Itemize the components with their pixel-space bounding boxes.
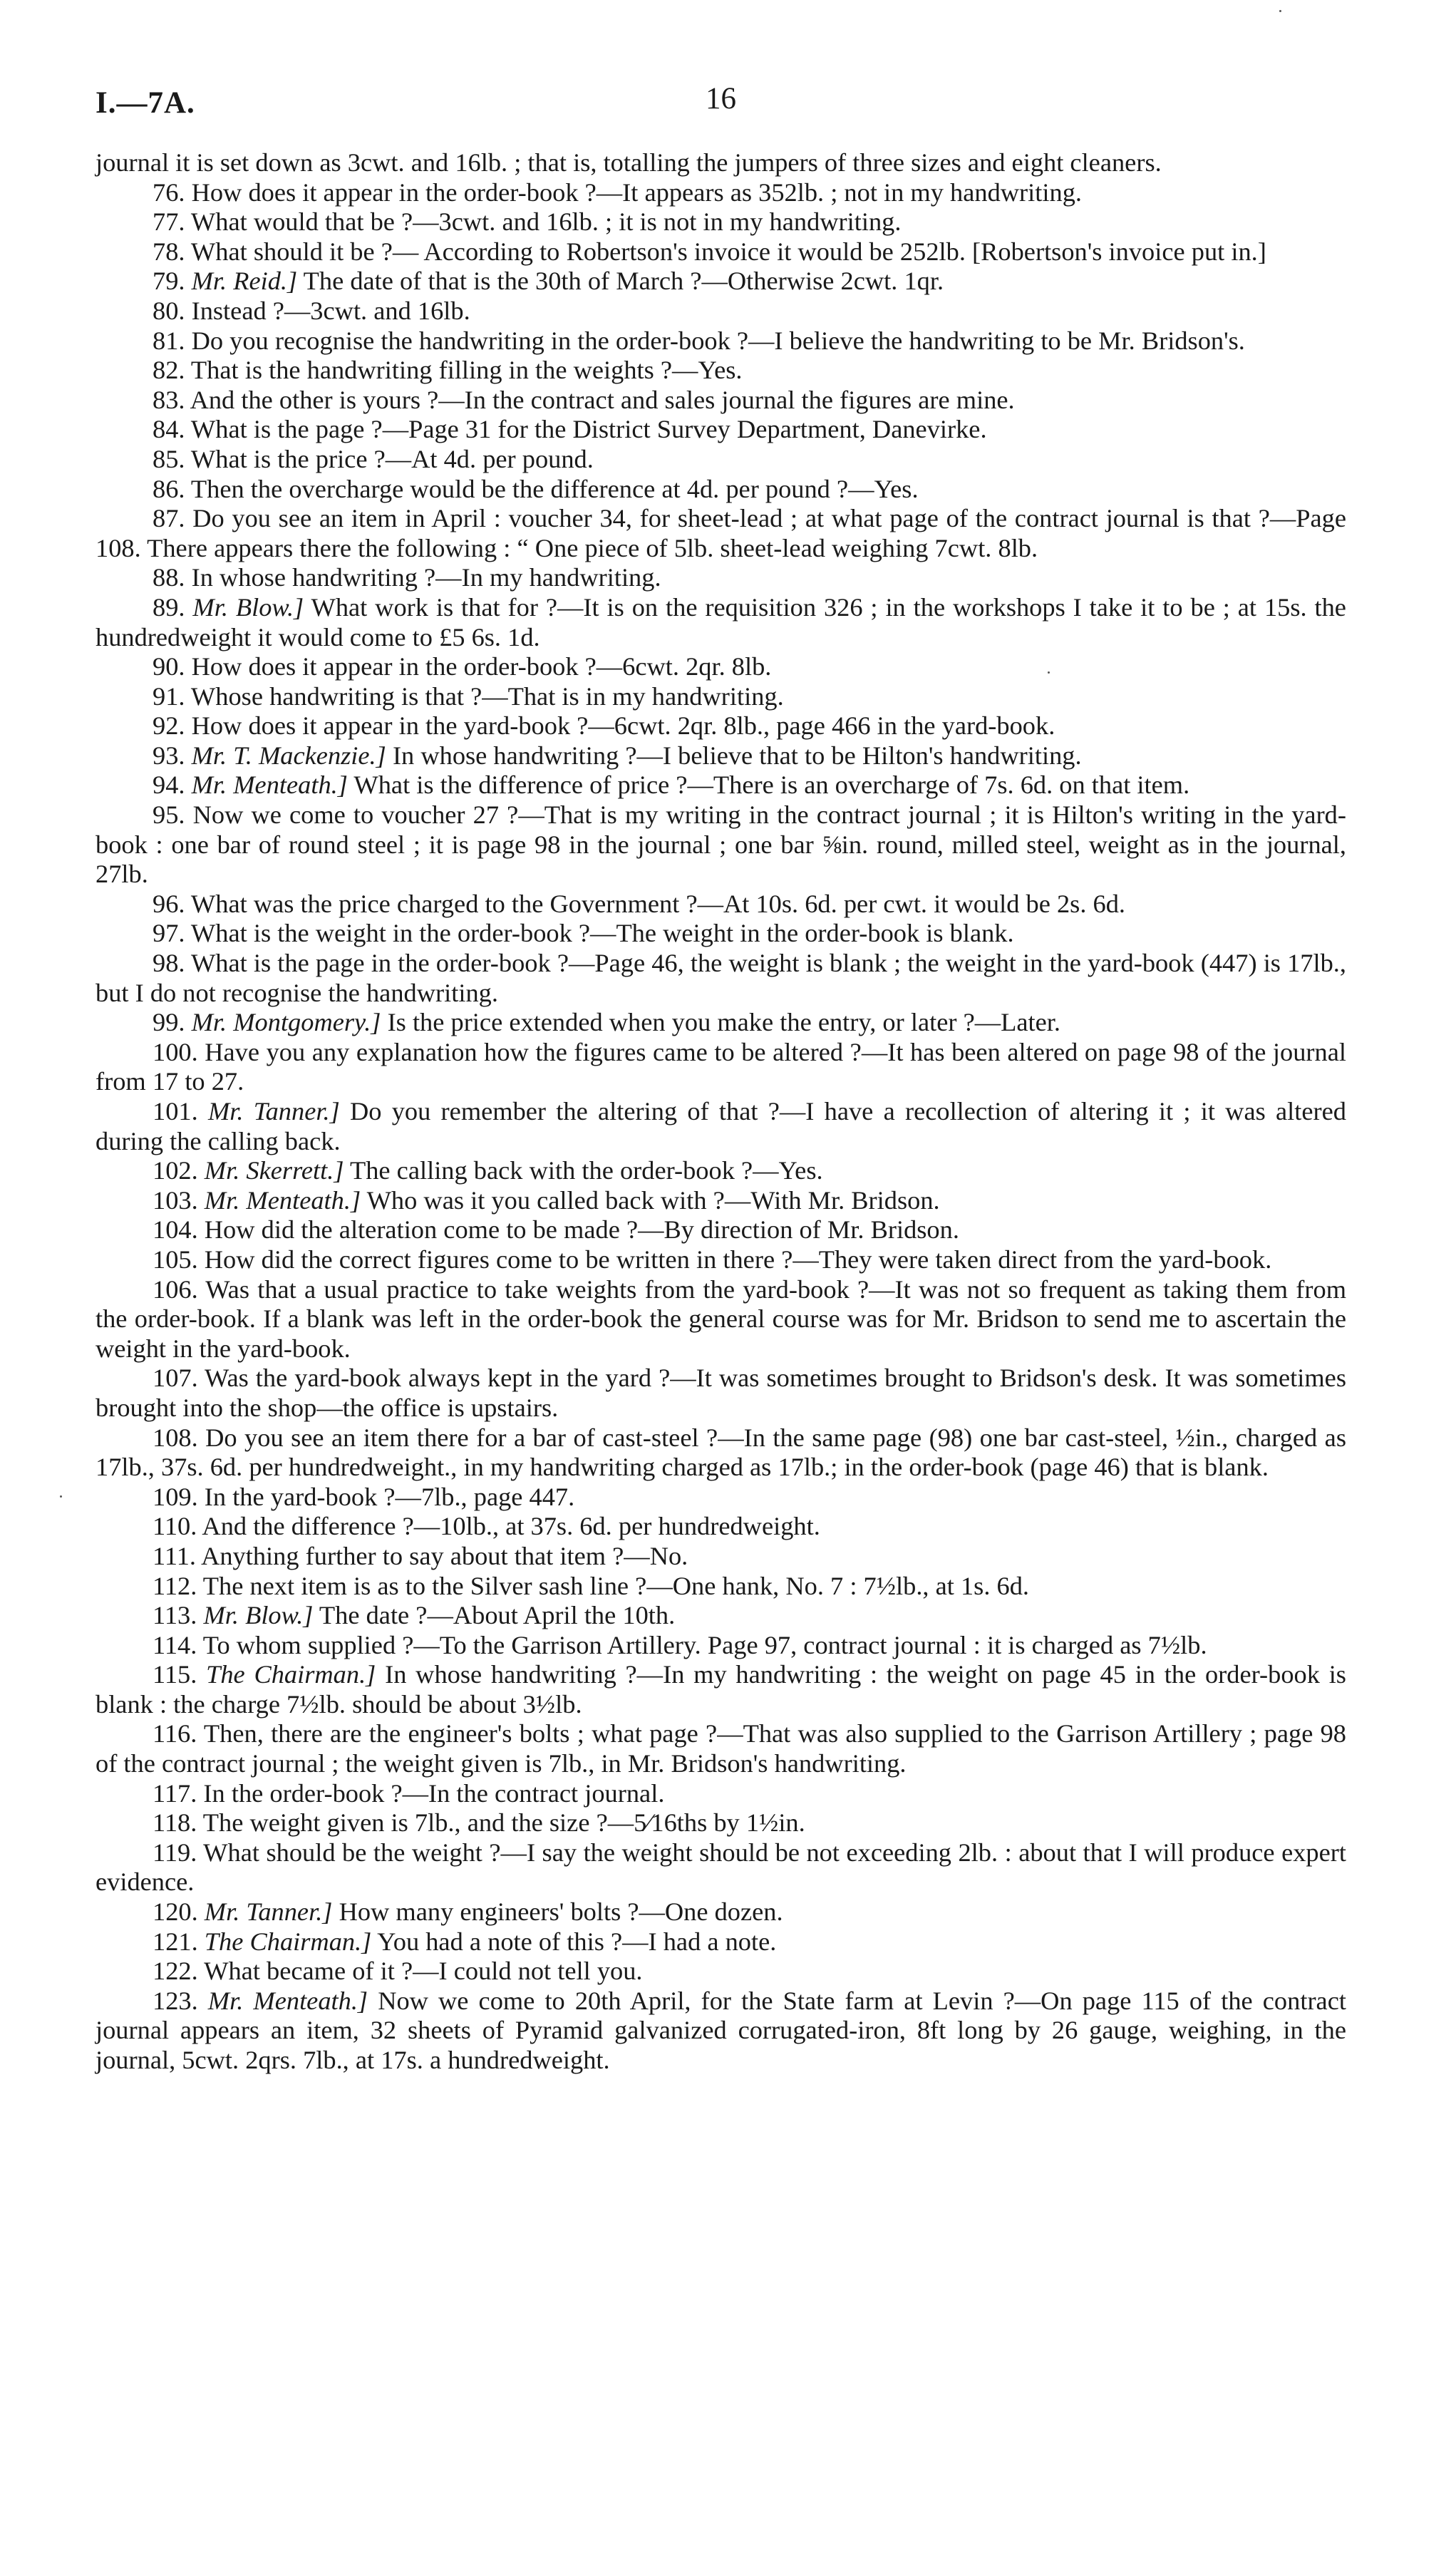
testimony-item: [95, 1186, 1346, 1216]
speaker-name: Mr. Skerrett.]: [204, 1156, 344, 1185]
item-text: 84. What is the page ?—Page 31 for the District Survey Department, Danevirke.: [153, 415, 987, 444]
page-number: 16: [706, 82, 736, 115]
item-text: 76. How does it appear in the order-book ?—It appears as 352lb. ; not in my handwriting.: [153, 177, 1082, 207]
testimony-item: [95, 356, 1346, 386]
item-text: What is the difference of price ?—There is an overcharge of 7s. 6d. on that item.: [353, 771, 1190, 800]
scan-mark: [60, 1495, 62, 1498]
testimony-item: [95, 1156, 1346, 1186]
item-text: 96. What was the price charged to the Government ?—At 10s. 6d. per cwt. it would be 2s. 6d.: [153, 889, 1126, 918]
testimony-item: [95, 326, 1346, 356]
item-text: 116. Then, there are the engineer's bolts ; what page ?—That was also supplied to the Garrison Artillery ; page 98 of the contract journal ; the weight given is 7lb., in Mr. Bridson's handwriting.: [95, 1719, 1346, 1778]
item-text: 100. Have you any explanation how the figures came to be altered ?—It has been altered on page 98 of the journal from 17 to 27.: [95, 1037, 1346, 1096]
testimony-item: [95, 267, 1346, 297]
item-text: 80. Instead ?—3cwt. and 16lb.: [153, 296, 470, 325]
item-text: 110. And the difference ?—10lb., at 37s. 6d. per hundredweight.: [153, 1512, 820, 1541]
testimony-item: [95, 237, 1346, 267]
item-text: 104. How did the alteration come to be made ?—By direction of Mr. Bridson.: [153, 1215, 959, 1245]
item-number: 102.: [153, 1156, 198, 1185]
testimony-item: [95, 1957, 1346, 1987]
testimony-item: [95, 711, 1346, 741]
testimony-item: [95, 1808, 1346, 1838]
item-text: You had a note of this ?—I had a note.: [377, 1927, 777, 1956]
item-number: 94.: [153, 771, 185, 800]
testimony-item: [95, 1512, 1346, 1542]
testimony-item: [95, 504, 1346, 563]
testimony-item: [95, 1423, 1346, 1483]
speaker-name: Mr. Reid.]: [191, 267, 298, 296]
item-text: The date of that is the 30th of March ?—Otherwise 2cwt. 1qr.: [303, 267, 944, 296]
item-text: 98. What is the page in the order-book ?—Page 46, the weight is blank ; the weight in the yard-book (447) is 17lb., but I do not recognise the handwriting.: [95, 949, 1346, 1007]
testimony-item: [95, 800, 1346, 890]
item-number: 79.: [153, 267, 185, 296]
scan-mark: [1279, 10, 1281, 12]
testimony-item: [95, 178, 1346, 208]
item-text: In whose handwriting ?—In my handwriting : the weight on page 45 in the order-book is blank : the charge 7½lb. should be about 3½lb.: [95, 1660, 1346, 1719]
testimony-item: [95, 1897, 1346, 1927]
item-text: 108. Do you see an item there for a bar of cast-steel ?—In the same page (98) one bar cast-steel, ½in., charged as 17lb., 37s. 6d. per hundredweight., in my handwriting charged as 17lb.; in the order-book (page 46) that is blank.: [95, 1423, 1346, 1482]
speaker-name: Mr. Menteath.]: [191, 771, 348, 800]
testimony-item: [95, 890, 1346, 919]
item-text: 77. What would that be ?—3cwt. and 16lb. ; it is not in my handwriting.: [153, 207, 902, 237]
item-text: 82. That is the handwriting filling in the weights ?—Yes.: [153, 356, 743, 385]
scan-mark: [1048, 671, 1050, 674]
page-header: [95, 78, 1346, 128]
testimony-item: [95, 1631, 1346, 1661]
item-text: 122. What became of it ?—I could not tell you.: [153, 1957, 643, 1986]
item-text: 97. What is the weight in the order-book ?—The weight in the order-book is blank.: [153, 919, 1014, 948]
testimony-item: [95, 1601, 1346, 1631]
item-text: 112. The next item is as to the Silver sash line ?—One hank, No. 7 : 7½lb., at 1s. 6d.: [153, 1571, 1030, 1600]
item-text: 119. What should be the weight ?—I say the weight should be not exceeding 2lb. : about that I will produce expert evidence.: [95, 1838, 1346, 1897]
testimony-item: [95, 1275, 1346, 1364]
speaker-name: Mr. Tanner.]: [204, 1897, 333, 1927]
item-number: 89.: [153, 592, 185, 622]
speaker-name: Mr. Blow.]: [192, 592, 304, 622]
speaker-name: Mr. Menteath.]: [207, 1986, 368, 2015]
testimony-item: [95, 949, 1346, 1008]
testimony-item: [95, 1719, 1346, 1778]
item-number: 121.: [153, 1927, 198, 1956]
continued-paragraph: journal it is set down as 3cwt. and 16lb. ; that is, totalling the jumpers of three sizes and eight cleaners.: [95, 148, 1162, 177]
item-number: 93.: [153, 741, 185, 770]
testimony-item: [95, 1008, 1346, 1038]
item-text: 90. How does it appear in the order-book ?—6cwt. 2qr. 8lb.: [153, 652, 772, 681]
item-text: 81. Do you recognise the handwriting in the order-book ?—I believe the handwriting to be Mr. Bridson's.: [153, 326, 1245, 355]
testimony-item: [95, 445, 1346, 475]
testimony-item: [95, 652, 1346, 682]
item-text: 106. Was that a usual practice to take weights from the yard-book ?—It was not so frequent as taking them from the order-book. If a blank was left in the order-book the general course was for Mr. Bridson to send me to ascertain the weight in the yard-book.: [95, 1274, 1346, 1363]
item-text: Who was it you called back with ?—With Mr. Bridson.: [366, 1185, 940, 1215]
item-text: 87. Do you see an item in April : voucher 34, for sheet-lead ; at what page of the contract journal is that ?—Page 108. There appears there the following : “ One piece of 5lb. sheet-lead weighing 7cwt. 8lb.: [95, 504, 1346, 562]
item-text: Is the price extended when you make the entry, or later ?—Later.: [387, 1008, 1060, 1037]
testimony-item: [95, 1838, 1346, 1897]
item-text: Do you remember the altering of that ?—I have a recollection of altering it ; it was altered during the calling back.: [95, 1097, 1346, 1155]
item-text: 114. To whom supplied ?—To the Garrison Artillery. Page 97, contract journal : it is charged as 7½lb.: [153, 1630, 1207, 1659]
testimony-item: [95, 1779, 1346, 1809]
item-text: 85. What is the price ?—At 4d. per pound.: [153, 444, 594, 473]
testimony-item: [95, 1097, 1346, 1156]
document-body: [95, 148, 1346, 2076]
item-text: 117. In the order-book ?—In the contract journal.: [153, 1778, 665, 1808]
item-text: 91. Whose handwriting is that ?—That is in my handwriting.: [153, 681, 784, 711]
item-number: 113.: [153, 1601, 197, 1630]
testimony-item: [95, 682, 1346, 712]
item-text: 107. Was the yard-book always kept in the yard ?—It was sometimes brought to Bridson's desk. It was sometimes brought into the shop—the office is upstairs.: [95, 1364, 1346, 1422]
testimony-item: [95, 415, 1346, 445]
testimony-item: [95, 919, 1346, 949]
item-number: 123.: [153, 1986, 198, 2015]
testimony-item: [95, 1542, 1346, 1572]
testimony-item: [95, 593, 1346, 652]
speaker-name: The Chairman.]: [206, 1660, 376, 1689]
item-number: 115.: [153, 1660, 197, 1689]
testimony-item: [95, 475, 1346, 505]
item-text: 105. How did the correct figures come to be written in there ?—They were taken direct from the yard-book.: [153, 1245, 1272, 1274]
item-text: 109. In the yard-book ?—7lb., page 447.: [153, 1482, 575, 1511]
testimony-item: [95, 1572, 1346, 1602]
item-number: 101.: [153, 1097, 198, 1125]
item-text: 95. Now we come to voucher 27 ?—That is my writing in the contract journal ; it is Hilton's writing in the yard-book : one bar of round steel ; it is page 98 in the journal ; one bar ⅝in. round, milled steel, weight as in the journal, 27lb.: [95, 800, 1346, 889]
testimony-item: [95, 1245, 1346, 1275]
speaker-name: Mr. Tanner.]: [207, 1097, 340, 1125]
item-text: The calling back with the order-book ?—Yes.: [350, 1156, 823, 1185]
testimony-item: [95, 297, 1346, 326]
document-reference: I.—7A.: [95, 86, 195, 120]
item-text: 86. Then the overcharge would be the difference at 4d. per pound ?—Yes.: [153, 474, 919, 503]
item-number: 120.: [153, 1897, 198, 1927]
testimony-item: [95, 771, 1346, 800]
testimony-item: [95, 1483, 1346, 1513]
item-number: 99.: [153, 1008, 185, 1037]
testimony-item: [95, 563, 1346, 593]
speaker-name: Mr. Menteath.]: [204, 1185, 361, 1215]
item-text: Now we come to 20th April, for the State farm at Levin ?—On page 115 of the contract journal appears an item, 32 sheets of Pyramid galvanized corrugated-iron, 8ft long by 26 gauge, weighing, in the journal, 5cwt. 2qrs. 7lb., at 17s. a hundredweight.: [95, 1986, 1346, 2074]
speaker-name: Mr. Blow.]: [203, 1601, 314, 1630]
speaker-name: The Chairman.]: [204, 1927, 372, 1956]
speaker-name: Mr. Montgomery.]: [191, 1008, 381, 1037]
item-text: 118. The weight given is 7lb., and the size ?—5⁄16ths by 1½in.: [153, 1808, 805, 1838]
testimony-item: [95, 741, 1346, 771]
testimony-item: [95, 1987, 1346, 2076]
item-text: In whose handwriting ?—I believe that to be Hilton's handwriting.: [392, 741, 1082, 770]
testimony-item: [95, 1038, 1346, 1097]
testimony-item: [95, 1660, 1346, 1719]
speaker-name: Mr. T. Mackenzie.]: [191, 741, 386, 770]
item-text: What work is that for ?—It is on the requisition 326 ; in the workshops I take it to be ; at 15s. the hundredweight it would come to £5 6s. 1d.: [95, 592, 1346, 651]
item-text: How many engineers' bolts ?—One dozen.: [339, 1897, 783, 1927]
item-text: The date ?—About April the 10th.: [319, 1601, 676, 1630]
item-text: 78. What should it be ?— According to Robertson's invoice it would be 252lb. [Robertson's invoice put in.]: [153, 237, 1266, 266]
testimony-item: [95, 1364, 1346, 1423]
item-text: 92. How does it appear in the yard-book ?—6cwt. 2qr. 8lb., page 466 in the yard-book.: [153, 711, 1055, 741]
testimony-item: [95, 386, 1346, 416]
item-text: 88. In whose handwriting ?—In my handwriting.: [153, 563, 661, 592]
item-text: 111. Anything further to say about that item ?—No.: [153, 1541, 688, 1570]
item-number: 103.: [153, 1185, 198, 1215]
testimony-item: [95, 207, 1346, 237]
item-text: 83. And the other is yours ?—In the contract and sales journal the figures are mine.: [153, 385, 1015, 414]
testimony-item: [95, 1927, 1346, 1957]
testimony-item: [95, 1215, 1346, 1245]
